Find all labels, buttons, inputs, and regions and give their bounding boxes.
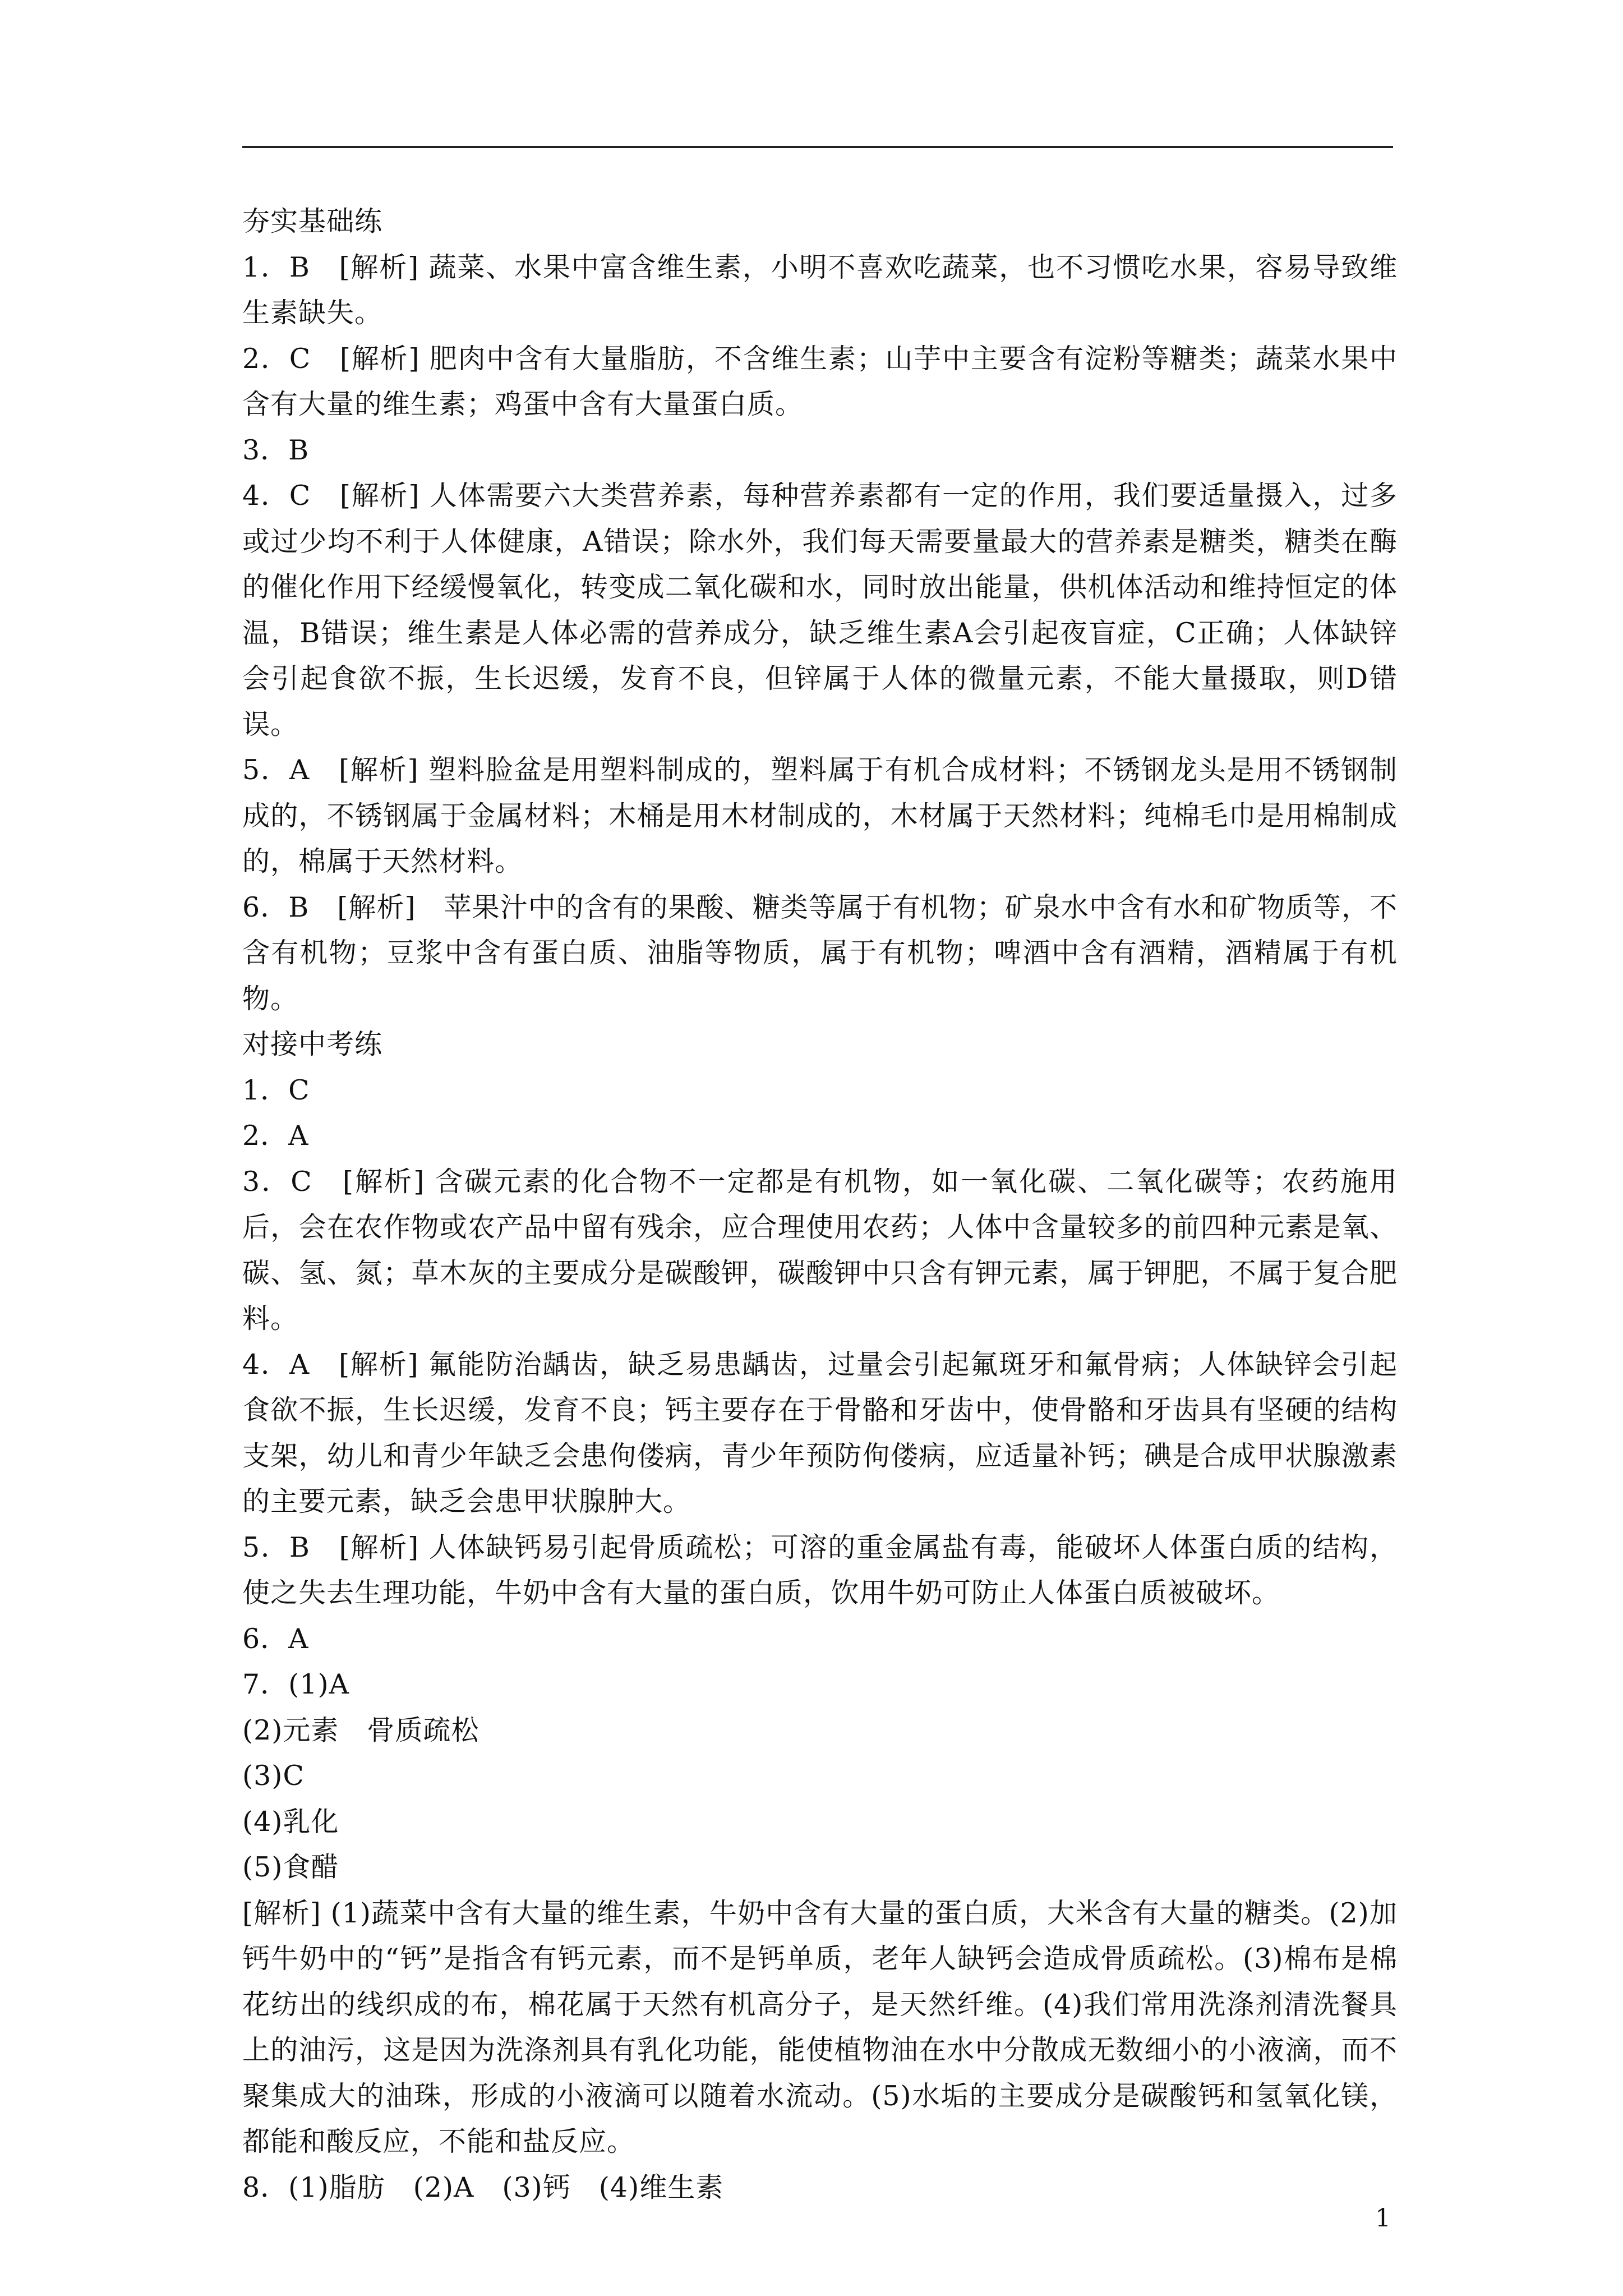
- answer-item: 3．C [解析] 含碳元素的化合物不一定都是有机物，如一氧化碳、二氧化碳等；农药施用后，会在农作物或农产品中留有残余，应合理使用农药；人体中含量较多的前四种元素是氧、碳、氢、氮；草木灰的主要成分是碳酸钾，碳酸钾中只含有钾元素，属于钾肥，不属于复合肥料。: [242, 1165, 1398, 1335]
- answer-item: 1．C: [242, 1074, 310, 1106]
- answer-item: 8．(1)脂肪 (2)A (3)钙 (4)维生素: [242, 2171, 724, 2203]
- answer-item: 6．A: [242, 1622, 309, 1655]
- answer-item: 2．A: [242, 1120, 309, 1152]
- answer-item: 7．(1)A: [242, 1668, 349, 1700]
- answer-item: 6．B [解析] 苹果汁中的含有的果酸、糖类等属于有机物；矿泉水中含有水和矿物质等，不含有机物；豆浆中含有蛋白质、油脂等物质，属于有机物；啤酒中含有酒精，酒精属于有机物。: [242, 891, 1398, 1015]
- answer-subitem: (5)食醋: [242, 1851, 339, 1883]
- answer-item: 4．C [解析] 人体需要六大类营养素，每种营养素都有一定的作用，我们要适量摄入，过多或过少均不利于人体健康，A错误；除水外，我们每天需要量最大的营养素是糖类，糖类在酶的催化作用下经缓慢氧化，转变成二氧化碳和水，同时放出能量，供机体活动和维持恒定的体温，B错误；维生素是人体必需的营养成分，缺乏维生素A会引起夜盲症，C正确；人体缺锌会引起食欲不振，生长迟缓，发育不良，但锌属于人体的微量元素，不能大量摄取，则D错误。: [242, 480, 1398, 740]
- answer-item: 2．C [解析] 肥肉中含有大量脂肪，不含维生素；山芋中主要含有淀粉等糖类；蔬菜水果中含有大量的维生素；鸡蛋中含有大量蛋白质。: [242, 342, 1398, 420]
- section-heading-basic-practice: 夯实基础练: [242, 205, 383, 237]
- section-heading-exam-practice: 对接中考练: [242, 1028, 383, 1060]
- answer-explanation: [解析] (1)蔬菜中含有大量的维生素，牛奶中含有大量的蛋白质，大米含有大量的糖类。(2)加钙牛奶中的“钙”是指含有钙元素，而不是钙单质，老年人缺钙会造成骨质疏松。(3)棉布是棉花纺出的线织成的布，棉花属于天然有机高分子，是天然纤维。(4)我们常用洗涤剂清洗餐具上的油污，这是因为洗涤剂具有乳化功能，能使植物油在水中分散成无数细小的小液滴，而不聚集成大的油珠，形成的小液滴可以随着水流动。(5)水垢的主要成分是碳酸钙和氢氧化镁，都能和酸反应，不能和盐反应。: [242, 1897, 1398, 2157]
- header-rule: [242, 146, 1393, 148]
- answer-content: [242, 199, 1398, 2210]
- answer-subitem: (4)乳化: [242, 1805, 339, 1838]
- answer-item: 5．A [解析] 塑料脸盆是用塑料制成的，塑料属于有机合成材料；不锈钢龙头是用不锈钢制成的，不锈钢属于金属材料；木桶是用木材制成的，木材属于天然材料；纯棉毛巾是用棉制成的，棉属于天然材料。: [242, 754, 1398, 877]
- page-number: 1: [1375, 2204, 1391, 2233]
- answer-item: 3．B: [242, 434, 310, 466]
- answer-item: 4．A [解析] 氟能防治龋齿，缺乏易患龋齿，过量会引起氟斑牙和氟骨病；人体缺锌会引起食欲不振，生长迟缓，发育不良；钙主要存在于骨骼和牙齿中，使骨骼和牙齿具有坚硬的结构支架，幼儿和青少年缺乏会患佝偻病，青少年预防佝偻病，应适量补钙；碘是合成甲状腺激素的主要元素，缺乏会患甲状腺肿大。: [242, 1348, 1398, 1517]
- answer-item: 5．B [解析] 人体缺钙易引起骨质疏松；可溶的重金属盐有毒，能破坏人体蛋白质的结构，使之失去生理功能，牛奶中含有大量的蛋白质，饮用牛奶可防止人体蛋白质被破坏。: [242, 1531, 1398, 1609]
- answer-item: 1．B [解析] 蔬菜、水果中富含维生素，小明不喜欢吃蔬菜，也不习惯吃水果，容易导致维生素缺失。: [242, 251, 1398, 329]
- answer-subitem: (3)C: [242, 1760, 305, 1792]
- answer-subitem: (2)元素 骨质疏松: [242, 1714, 479, 1746]
